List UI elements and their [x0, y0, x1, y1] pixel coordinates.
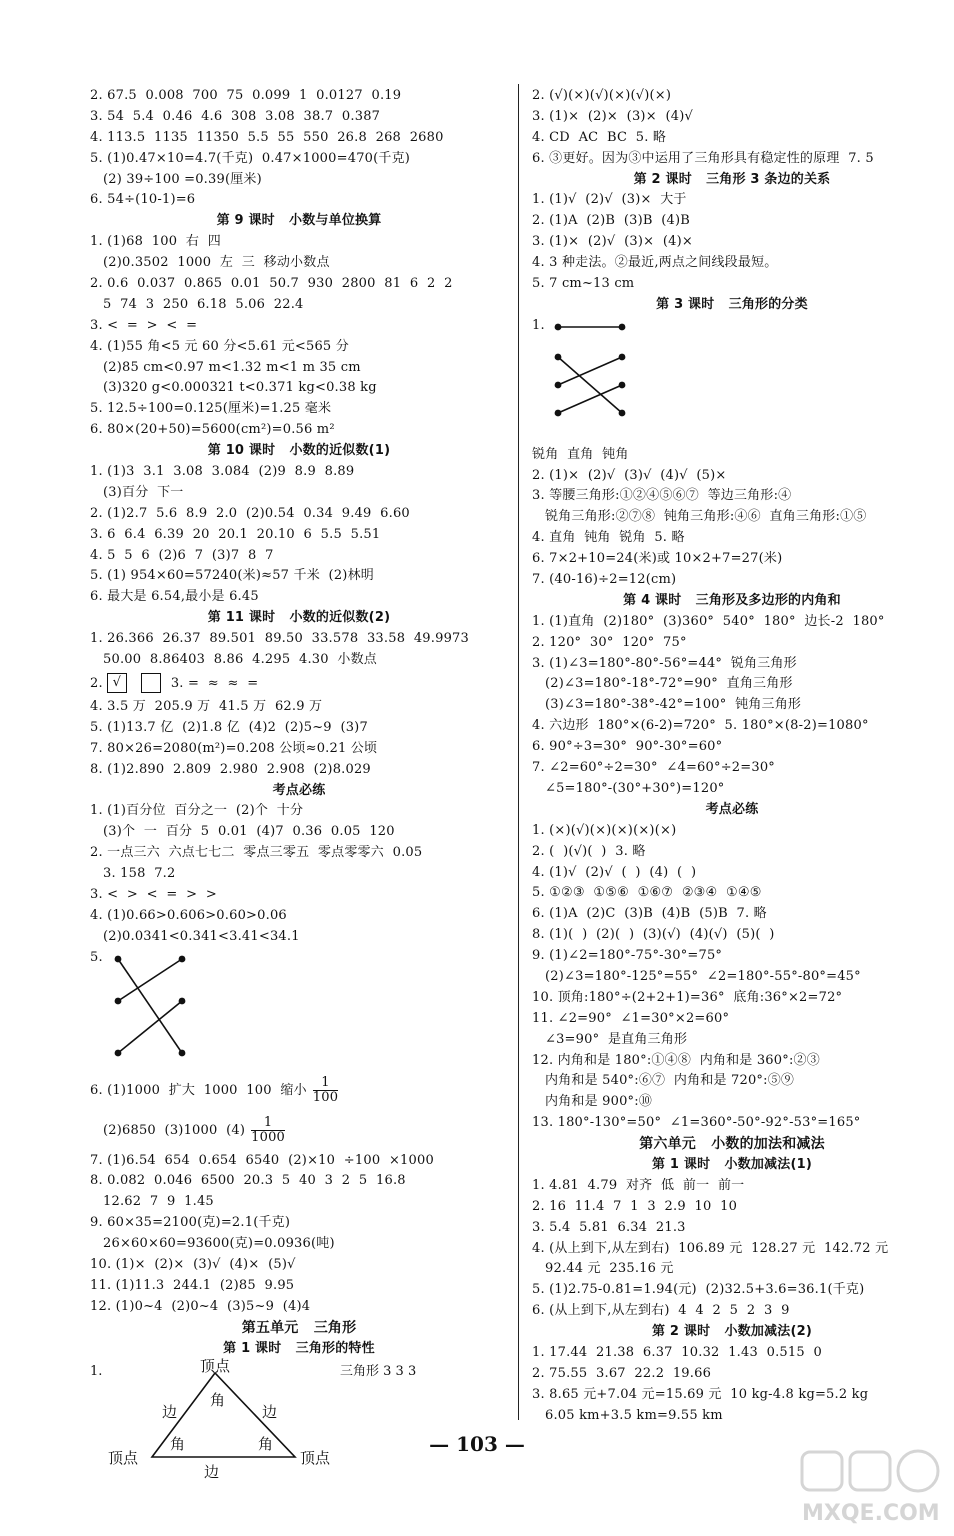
answer-line: 1. 4.81 4.79 对齐 低 前一 前一	[532, 1177, 745, 1193]
answer-line: 3. 6 6.4 6.39 20 20.1 20.10 6 5.5 5.51	[90, 526, 381, 542]
answer-line: 2. 120° 30° 120° 75°	[532, 634, 687, 650]
answer-line: (2)∠3=180°-18°-72°=90° 直角三角形	[532, 676, 793, 692]
answer-line: 3. 等腰三角形:①②④⑤⑥⑦ 等边三角形:④	[532, 488, 792, 504]
answer-line: (3)∠3=180°-38°-42°=100° 钝角三角形	[532, 697, 802, 713]
matching-dot	[115, 955, 122, 962]
answer-line: 5. (1)13.7 亿 (2)1.8 亿 (4)2 (2)5~9 (3)7	[90, 719, 368, 735]
answer-line	[90, 1071, 508, 1111]
question-number: 2.	[90, 675, 103, 691]
matching-dot	[179, 997, 186, 1004]
matching-figure	[90, 955, 508, 1065]
answer-line: 5. 7 cm~13 cm	[532, 276, 635, 292]
answer-text: 3. = ≈ ≈ =	[170, 675, 259, 691]
matching-dot	[619, 409, 626, 416]
answer-text: (2)6850 (3)1000 (4)	[90, 1122, 246, 1138]
answer-line: 4. 直角 钝角 锐角 5. 略	[532, 530, 685, 546]
answer-line: 3. (1)× (2)√ (3)× (4)×	[532, 234, 693, 250]
answer-line: 26×60×60=93600(克)=0.0936(吨)	[90, 1236, 335, 1252]
answer-line: 5. (1) 954×60=57240(米)≈57 千米 (2)林明	[90, 568, 374, 584]
matching-dot	[555, 381, 562, 388]
section-heading: 第 1 课时 小数加减法(1)	[651, 1156, 812, 1172]
answer-line: 1. (1)68 100 右 四	[90, 234, 221, 250]
section-heading: 第 10 课时 小数的近似数(1)	[207, 443, 391, 459]
answer-line: 8. 0.082 0.046 6500 20.3 5 40 3 2 5 16.8	[90, 1173, 406, 1189]
answer-line: (2) 39÷100 =0.39(厘米)	[90, 171, 262, 187]
vertex-label: 顶点	[300, 1449, 331, 1468]
answer-line: 3. < = > < =	[90, 317, 198, 333]
answer-line: 3. 5.4 5.81 6.34 21.3	[532, 1219, 686, 1235]
section-heading: 第 9 课时 小数与单位换算	[216, 213, 382, 229]
answer-line: 1. (1)√ (2)√ (3)× 大于	[532, 192, 687, 208]
answer-line: 4. CD AC BC 5. 略	[532, 129, 667, 145]
answer-line: 11. (1)11.3 244.1 (2)85 9.95	[90, 1277, 295, 1293]
answer-line: 2. 75.55 3.67 22.2 19.66	[532, 1365, 712, 1381]
answer-line: 2. (1)2.7 5.6 8.9 2.0 (2)0.54 0.34 9.49 6.60	[90, 505, 410, 521]
matching-dot	[555, 353, 562, 360]
answer-line: 6. 7×2+10=24(米)或 10×2+7=27(米)	[532, 551, 783, 567]
answer-line: (2)∠3=180°-125°=55° ∠2=180°-55°-80°=45°	[532, 968, 861, 984]
answer-line: 12. (1)0~4 (2)0~4 (3)5~9 (4)4	[90, 1298, 311, 1314]
matching-dot	[179, 1049, 186, 1056]
answer-line: 13. 180°-130°=50° ∠1=360°-50°-92°-53°=165°	[532, 1115, 861, 1131]
answer-line: 4. (1)0.66>0.606>0.60>0.06	[90, 907, 287, 923]
section-heading: 第 2 课时 小数加减法(2)	[651, 1324, 812, 1340]
answer-line: 6. 80×(20+50)=5600(cm²)=0.56 m²	[90, 422, 335, 438]
matching-dot	[555, 323, 562, 330]
question-number: 5.	[90, 949, 103, 965]
angle-label: 角	[258, 1435, 274, 1454]
answer-line: 9. (1)∠2=180°-75°-30°=75°	[532, 948, 723, 964]
matching-line	[558, 357, 622, 413]
angle-label: 角	[210, 1391, 226, 1410]
check-box: √	[107, 673, 127, 693]
answer-line: (3)320 g<0.000321 t<0.371 kg<0.38 kg	[90, 380, 377, 396]
answer-line: 6. 54÷(10-1)=6	[90, 192, 196, 208]
answer-line: 4. (1)55 角<5 元 60 分<5.61 元<565 分	[90, 338, 349, 354]
answer-line: 2. 0.6 0.037 0.865 0.01 50.7 930 2800 81 6 2 2	[90, 276, 453, 292]
page-number: — 103 —	[429, 1432, 525, 1456]
answer-line: 内角和是 900°:⑩	[532, 1094, 653, 1110]
fraction	[251, 1116, 285, 1145]
section-heading: 考点必练	[272, 782, 326, 798]
column-divider	[518, 84, 519, 1420]
answer-line: 5. (1)0.47×10=4.7(千克) 0.47×1000=470(千克)	[90, 150, 411, 166]
section-heading: 第 4 课时 三角形及多边形的内角和	[623, 592, 841, 608]
answer-line: 4. 3.5 万 205.9 万 41.5 万 62.9 万	[90, 698, 323, 714]
answer-line: 7. ∠2=60°÷2=30° ∠4=60°÷2=30°	[532, 760, 775, 776]
answer-line: (3)个 一 百分 5 0.01 (4)7 0.36 0.05 120	[90, 824, 395, 840]
matching-dot	[619, 323, 626, 330]
empty-box	[141, 673, 161, 693]
section-heading: 第六单元 小数的加法和减法	[639, 1136, 825, 1153]
section-heading: 第 3 课时 三角形的分类	[656, 296, 808, 312]
answer-line: (2)0.0341<0.341<3.41<34.1	[90, 928, 300, 944]
answer-line: 3. < > < = > >	[90, 886, 218, 902]
answer-line: 92.44 元 235.16 元	[532, 1261, 674, 1277]
answer-line: 6. (1)A (2)C (3)B (4)B (5)B 7. 略	[532, 906, 767, 922]
matching-line	[118, 1001, 182, 1053]
fraction-denominator: 100	[312, 1089, 339, 1105]
answer-line: (2)85 cm<0.97 m<1.32 m<1 m 35 cm	[90, 359, 361, 375]
answer-line: 9. 60×35=2100(克)=2.1(千克)	[90, 1215, 291, 1231]
answer-line	[90, 1111, 508, 1151]
answer-line: 2. (1)× (2)√ (3)√ (4)√ (5)×	[532, 467, 727, 483]
answer-line: 6. 90°÷3=30° 90°-30°=60°	[532, 739, 723, 755]
answer-line: 8. (1)( ) (2)( ) (3)(√) (4)(√) (5)( )	[532, 927, 775, 943]
answer-line: 5 74 3 250 6.18 5.06 22.4	[90, 296, 304, 312]
answer-line: 3. 158 7.2	[90, 866, 176, 882]
answer-line: 4. (从上到下,从左到右) 106.89 元 128.27 元 142.72 元	[532, 1240, 889, 1256]
answer-line: 2. 一点三六 六点七七二 零点三零五 零点零零六 0.05	[90, 845, 423, 861]
answer-line: 5. (1)2.75-0.81=1.94(元) (2)32.5+3.6=36.1(千克)	[532, 1282, 865, 1298]
matching-dot	[115, 997, 122, 1004]
answer-line: 5. 12.5÷100=0.125(厘米)=1.25 毫米	[90, 401, 332, 417]
answer-line: 4. 5 5 6 (2)6 7 (3)7 8 7	[90, 547, 274, 563]
answer-line: 3. 8.65 元+7.04 元=15.69 元 10 kg-4.8 kg=5.2 kg	[532, 1386, 869, 1402]
answer-text: 三角形 3 3 3	[340, 1364, 417, 1380]
matching-figure	[532, 333, 932, 447]
answer-line: 2. 67.5 0.008 700 75 0.099 1 0.0127 0.19	[90, 88, 402, 103]
answer-line	[90, 671, 508, 697]
answer-line: 12.62 7 9 1.45	[90, 1194, 214, 1210]
edge-label: 边	[162, 1403, 178, 1422]
answer-line: 6.05 km+3.5 km=9.55 km	[532, 1407, 723, 1423]
answer-line: 4. 六边形 180°×(6-2)=720° 5. 180°×(8-2)=1080°	[532, 718, 869, 734]
answer-line: 1. (1)3 3.1 3.08 3.084 (2)9 8.9 8.89	[90, 464, 355, 480]
angle-label: 角	[170, 1435, 186, 1454]
answer-line: 3. (1)× (2)× (3)× (4)√	[532, 108, 693, 124]
answer-line: 8. (1)2.890 2.809 2.980 2.908 (2)8.029	[90, 761, 371, 777]
answer-line: 11. ∠2=90° ∠1=30°×2=60°	[532, 1010, 730, 1026]
answer-line: 内角和是 540°:⑥⑦ 内角和是 720°:⑤⑨	[532, 1073, 795, 1089]
question-number: 1.	[90, 1364, 103, 1380]
matching-dot	[555, 409, 562, 416]
watermark-url: MXQE.COM	[802, 1501, 940, 1526]
edge-label: 边	[262, 1403, 278, 1422]
fraction-numerator: 1	[313, 1076, 338, 1091]
answer-line: 7. (1)6.54 654 0.654 6540 (2)×10 ÷100 ×1000	[90, 1152, 434, 1168]
watermark-stamp-icon	[798, 1448, 948, 1530]
answer-line: 1. (1)直角 (2)180° (3)360° 540° 180° 边长-2 180°	[532, 613, 885, 629]
matching-dot	[619, 353, 626, 360]
vertex-label: 顶点	[108, 1449, 139, 1468]
fraction	[313, 1076, 338, 1105]
matching-line	[558, 385, 622, 413]
watermark-logo	[798, 1448, 948, 1530]
answer-line: 1. (1)百分位 百分之一 (2)个 十分	[90, 803, 304, 819]
right-column	[532, 86, 932, 1427]
matching-dot	[115, 1049, 122, 1056]
answer-line: 5. ①②③ ①⑤⑥ ①⑥⑦ ②③④ ①④⑤	[532, 885, 762, 901]
matching-dot	[619, 381, 626, 388]
answer-line: 锐角三角形:②⑦⑧ 钝角三角形:④⑥ 直角三角形:①⑤	[532, 509, 867, 525]
section-heading: 考点必练	[705, 801, 759, 817]
edge-label: 边	[204, 1463, 220, 1482]
fraction-denominator: 1000	[251, 1129, 286, 1145]
section-heading: 第 1 课时 三角形的特性	[223, 1340, 375, 1356]
answer-line: 4. 3 种走法。②最近,两点之间线段最短。	[532, 255, 778, 271]
left-column	[90, 86, 508, 1482]
matching-line	[118, 959, 182, 1053]
answer-line: 2. ( )(√)( ) 3. 略	[532, 843, 646, 859]
answer-line: ∠5=180°-(30°+30°)=120°	[532, 780, 725, 796]
answer-line: 2. (1)A (2)B (3)B (4)B	[532, 213, 691, 229]
matching-dot	[179, 955, 186, 962]
answer-line: 3. 54 5.4 0.46 4.6 308 3.08 38.7 0.387	[90, 108, 381, 124]
answer-line: 1. (×)(√)(×)(×)(×)(×)	[532, 822, 677, 838]
matching-line	[118, 959, 182, 1001]
question-number: 1.	[532, 317, 545, 333]
section-heading: 第 2 课时 三角形 3 条边的关系	[633, 171, 831, 187]
answer-line: 锐角 直角 钝角	[532, 446, 629, 462]
answer-line: 6. (从上到下,从左到右) 4 4 2 5 2 3 9	[532, 1303, 790, 1319]
answer-line: 4. 113.5 1135 11350 5.5 55 550 26.8 268 2680	[90, 129, 444, 145]
answer-line: 1. 26.366 26.37 89.501 89.50 33.578 33.58 49.9973	[90, 631, 469, 647]
answer-line: 4. (1)√ (2)√ ( ) (4) ( )	[532, 864, 697, 880]
answer-line: 10. 顶角:180°÷(2+2+1)=36° 底角:36°×2=72°	[532, 989, 843, 1005]
answer-line: 50.00 8.86403 8.86 4.295 4.30 小数点	[90, 652, 378, 668]
answer-text: 6. (1)1000 扩大 1000 100 缩小	[90, 1082, 307, 1098]
answer-line: 6. 最大是 6.54,最小是 6.45	[90, 589, 259, 605]
answer-line: 10. (1)× (2)× (3)√ (4)× (5)√	[90, 1256, 296, 1272]
answer-line: 2. (√)(×)(√)(×)(√)(×)	[532, 88, 672, 103]
vertex-label: 顶点	[200, 1357, 231, 1376]
answer-line: 12. 内角和是 180°:①④⑧ 内角和是 360°:②③	[532, 1052, 820, 1068]
answer-line: 2. 16 11.4 7 1 3 2.9 10 10	[532, 1198, 738, 1214]
answer-line: ∠3=90° 是直角三角形	[532, 1031, 688, 1047]
fraction-numerator: 1	[251, 1116, 285, 1131]
section-heading: 第五单元 三角形	[241, 1319, 357, 1336]
answer-line: 1. 17.44 21.38 6.37 10.32 1.43 0.515 0	[532, 1344, 822, 1360]
answer-line: (3)百分 下一	[90, 484, 184, 500]
answer-line: 6. ③更好。因为③中运用了三角形具有稳定性的原理 7. 5	[532, 150, 874, 166]
answer-line: 3. (1)∠3=180°-80°-56°=44° 锐角三角形	[532, 655, 797, 671]
answer-line: 7. (40-16)÷2=12(cm)	[532, 572, 677, 588]
answer-line: 7. 80×26=2080(m²)=0.208 公顷≈0.21 公顷	[90, 740, 378, 756]
section-heading: 第 11 课时 小数的近似数(2)	[207, 610, 391, 626]
answer-line: (2)0.3502 1000 左 三 移动小数点	[90, 255, 330, 271]
matching-line	[558, 357, 622, 385]
